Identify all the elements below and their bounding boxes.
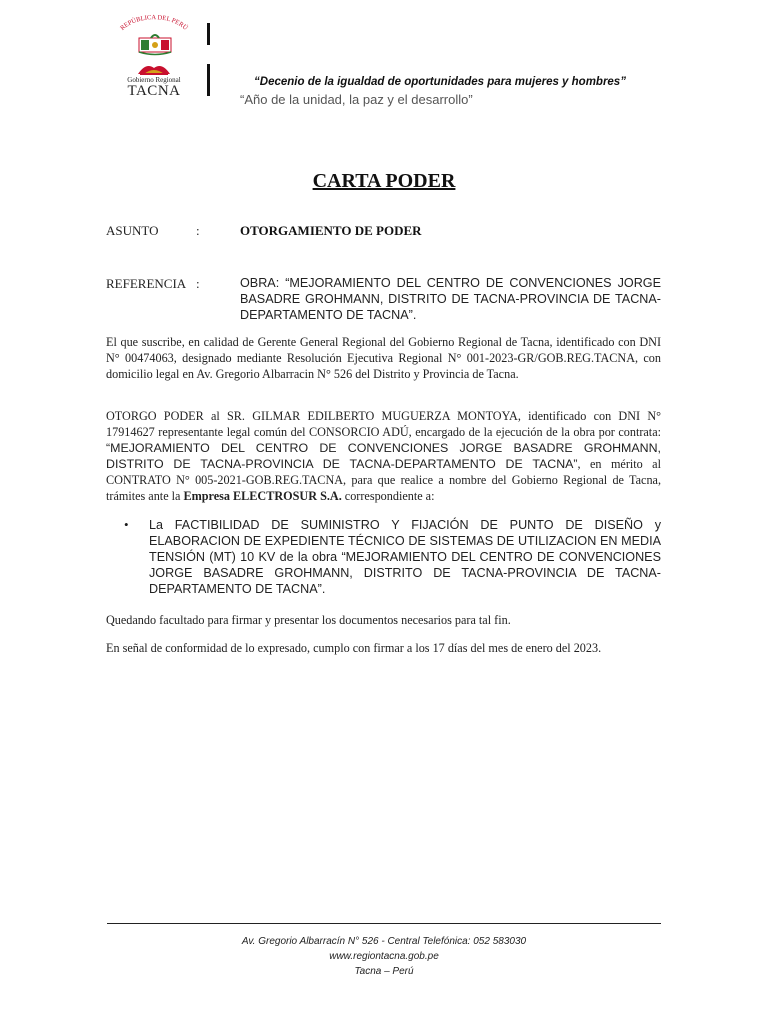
tacna-emblem-icon: [134, 60, 174, 76]
asunto-value: OTORGAMIENTO DE PODER: [240, 223, 422, 238]
authorization-paragraph: Quedando facultado para firmar y presentar los documentos necesarios para tal fin.: [106, 613, 511, 627]
gobierno-regional-tacna-logo: [110, 60, 198, 100]
page-title: CARTA PODER: [312, 170, 456, 192]
referencia-label: REFERENCIA: [106, 276, 187, 291]
peru-seal-logo: [113, 14, 195, 60]
logo-title: TACNA: [127, 83, 181, 99]
grant-paragraph: [106, 408, 661, 504]
decade-motto: “Decenio de la igualdad de oportunidades para mujeres y hombres”: [254, 76, 626, 88]
bullet-text: La FACTIBILIDAD DE SUMINISTRO Y FIJACIÓN DE PUNTO DE DISEÑO y ELABORACION DE EXPEDIENTE TÉCNICO DE SISTEMAS DE UTILIZACION EN MEDIA TENSIÓN (MT) 10 KV de la obra “MEJORAMIENTO DEL CENTRO DE CONVENCIONES JORGE BASADRE GROHMANN, DISTRITO DE TACNA-PROVINCIA DE TACNA-DEPARTAMENTO DE TACNA”.: [149, 518, 661, 596]
grant-text-part1: OTORGO PODER al SR. GILMAR EDILBERTO MUGUERZA MONTOYA, identificado con DNI N° 17914627 representante legal común del CONSORCIO ADÚ, encargado de la ejecución de la obra por contrata:: [106, 409, 661, 439]
logo-subtitle: Gobierno Regional: [127, 76, 181, 84]
footer-address: Av. Gregorio Albarracín N° 526 - Central Telefónica: 052 583030: [241, 936, 527, 947]
header-divider-top: [207, 23, 210, 45]
svg-text:REPÚBLICA DEL PERÚ: REPÚBLICA DEL PERÚ: [119, 14, 189, 32]
intro-paragraph: El que suscribe, en calidad de Gerente General Regional del Gobierno Regional de Tacna, identificado con DNI N° 00474063, designado mediante Resolución Ejecutiva Regional N° 001-2023-GR/GOB.REG.TACNA, con domicilio legal en Av. Gregorio Albarracin N° 526 del Distrito y Provincia de Tacna.: [106, 335, 661, 381]
footer-location: Tacna – Perú: [354, 966, 414, 977]
header-divider-bottom: [207, 64, 210, 96]
referencia-colon: :: [196, 276, 200, 291]
company-name: Empresa ELECTROSUR S.A.: [183, 489, 342, 503]
asunto-label: ASUNTO: [106, 223, 159, 238]
grant-text-part4: correspondiente a:: [341, 489, 435, 503]
footer-website: www.regiontacna.gob.pe: [329, 951, 439, 962]
year-motto: “Año de la unidad, la paz y el desarrollo”: [240, 92, 473, 107]
bullet-icon: •: [124, 517, 129, 532]
asunto-colon: :: [196, 223, 200, 238]
footer-divider: [107, 923, 661, 924]
referencia-value: OBRA: “MEJORAMIENTO DEL CENTRO DE CONVENCIONES JORGE BASADRE GROHMANN, DISTRITO DE TACNA-PROVINCIA DE TACNA-DEPARTAMENTO DE TACNA”.: [240, 276, 661, 322]
grant-text-part3: , en mérito al CONTRATO N° 005-2021-GOB.REG.TACNA, para que realice a nombre del Gobierno Regional de Tacna, trámites ante la: [106, 457, 661, 503]
conformity-paragraph: En señal de conformidad de lo expresado, cumplo con firmar a los 17 días del mes de enero del 2023.: [106, 641, 602, 655]
grant-obra-name: “MEJORAMIENTO DEL CENTRO DE CONVENCIONES JORGE BASADRE GROHMANN, DISTRITO DE TACNA-PROVINCIA DE TACNA-DEPARTAMENTO DE TACNA”: [106, 441, 661, 471]
